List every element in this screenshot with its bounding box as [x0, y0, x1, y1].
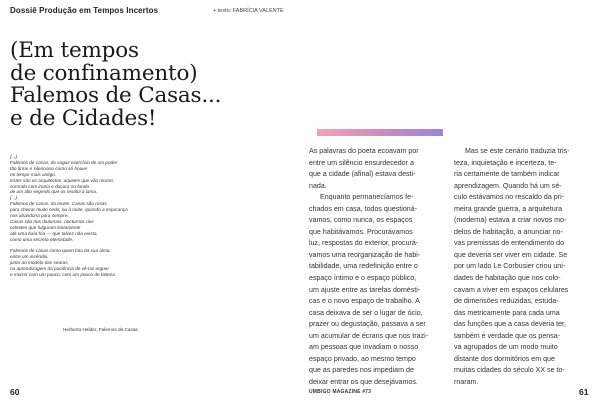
body-line: As palavras do poeta ecoavam por: [309, 147, 419, 155]
body-line: por um lado Le Corbusier criou uni-: [454, 262, 566, 271]
poem-line: junto ao modelo das searas,: [10, 260, 69, 266]
title-line: de confinamento): [10, 60, 198, 86]
magazine-name: UMBIGO MAGAZINE #73: [309, 389, 372, 395]
body-line: que deveria ser viver em cidade. Se: [454, 250, 568, 259]
body-line: muitas cidades do século XX se to-: [454, 366, 565, 375]
body-line: também é verdade que os pensa-: [454, 331, 561, 340]
body-line: luz, respostas do exterior, procurá-: [309, 239, 419, 248]
poem-line: como uma secreta eternidade.: [10, 236, 74, 242]
poem-line: celestes que fulguram lentamente: [10, 224, 81, 230]
body-line: aprendizagem. Quando há um sé-: [454, 181, 562, 190]
body-line: cavam a viver em espaços celulares: [454, 285, 569, 294]
body-line: que as paredes nos impediam de: [309, 366, 414, 375]
poem-line: (...): [10, 195, 18, 201]
body-line: distante dos dormitórios em que: [454, 354, 555, 363]
poem-line: sorrindo com ironia e doçura no fundo: [10, 183, 89, 189]
title-line: e de Cidades!: [10, 105, 157, 131]
poem-line: para cheirar muito cedo, ou à noite, quando a esperança: [10, 207, 128, 213]
body-line: rnaram.: [454, 377, 479, 386]
body-line: cas e o novo espaço de trabalho. A: [309, 297, 420, 306]
body-line: ria certamente de também indicar: [454, 170, 560, 179]
body-line: delos de habitação, a anunciar no-: [454, 227, 563, 236]
poem-line: entre um incêndio,: [10, 254, 49, 260]
body-line: vamos, como nunca, os espaços: [309, 216, 413, 225]
body-line: das metricamente para cada uma: [454, 308, 560, 317]
poem-line: Casas são rios diuturnos, nocturnos rios: [10, 218, 94, 224]
body-line: tabilidade, uma redefinição entre o: [309, 262, 418, 271]
section-title: Dossiê Produção em Tempos Incertos: [10, 6, 159, 15]
body-line: deixar entrar os que desejávamos.: [309, 377, 418, 386]
poem-line: Estes são os arquitectos, aqueles que vão morrer,: [10, 177, 115, 183]
author-byline: + texto: FABRÍCIA VALENTE: [213, 8, 284, 14]
poem-line: Falemos de casas como quem fala da sua alma,: [10, 248, 111, 254]
body-line: nada.: [309, 181, 327, 190]
body-line: que a cidade (afinal) estava desti-: [309, 170, 416, 179]
poem-line: de um alto segredo que os restitui à lama.: [10, 189, 98, 195]
body-line: vas premissas de entendimento do: [454, 239, 565, 248]
body-line: espaço íntimo e o espaço público,: [309, 274, 417, 283]
title-line: (Em tempos: [10, 38, 139, 63]
body-line: (moderna) estava a criar novos mo-: [454, 216, 567, 225]
poem-line: Falemos de casas, da morte. Casas são rosas: [10, 201, 107, 207]
body-line: culo estávamos no rescaldo da pri-: [454, 193, 565, 202]
body-line: casa deixava de ser o lugar de ócio,: [309, 308, 423, 317]
body-column-right: [454, 146, 589, 388]
body-line: um acumular de écrans que nos trazi-: [309, 331, 429, 340]
poem-line: nos abandona para sempre.: [10, 213, 69, 219]
poem-line: tão firme e silencioso como só houve: [10, 165, 88, 171]
body-line: dades de habitação que nos colo-: [454, 274, 561, 283]
poem-line: e morrer com um pouco, com um pouco de beleza.: [10, 272, 117, 278]
article-title: [10, 40, 240, 130]
page-number-left: 60: [10, 387, 20, 397]
body-line: Mas se este cenário traduzia tris-: [465, 147, 570, 155]
body-line: am pessoas que invadiam o nosso: [309, 343, 419, 352]
title-line: Falemos de Casas...: [10, 83, 222, 108]
body-line: de dimensões reduzidas, estuda-: [454, 297, 559, 306]
poem-line: Falemos de casas, do sagaz exercício de um poder: [10, 159, 118, 165]
body-line: vamos uma reorganização de habi-: [309, 250, 421, 259]
poem-excerpt: [10, 154, 145, 278]
body-line: Enquanto permanecíamos fe-: [320, 193, 414, 202]
body-line: prazer ou degustação, passava a ser: [309, 320, 426, 329]
body-line: meira grande guerra, a arquitetura: [454, 204, 563, 213]
body-line: chados em casa, todos questioná-: [309, 204, 418, 213]
poem-credit: Herberto Helder, Falemos de Casas: [63, 327, 138, 332]
body-line: teza, inquietação e incerteza, te-: [454, 158, 557, 167]
body-line: va agrupados de um modo muito: [454, 343, 558, 352]
poem-line: (...): [10, 154, 18, 159]
body-line: das funções que a casa deveria ter,: [454, 320, 566, 329]
body-line: espaço privado, ao mesmo tempo: [309, 354, 416, 363]
body-line: um ajuste entre as tarefas domésti-: [309, 285, 421, 294]
gradient-bar: [317, 129, 443, 136]
page-number-right: 61: [579, 387, 589, 397]
poem-line: até uma baía fria — que talvez não exista,: [10, 230, 98, 236]
body-column-left: [309, 146, 444, 388]
body-line: que habitávamos. Procurávamos: [309, 227, 413, 236]
body-line: entre um silêncio ensurdecedor a: [309, 158, 414, 167]
poem-line: na aprendizagem da paciência de vê-las erguer: [10, 266, 110, 272]
poem-line: no tempo mais antigo.: [10, 171, 57, 177]
